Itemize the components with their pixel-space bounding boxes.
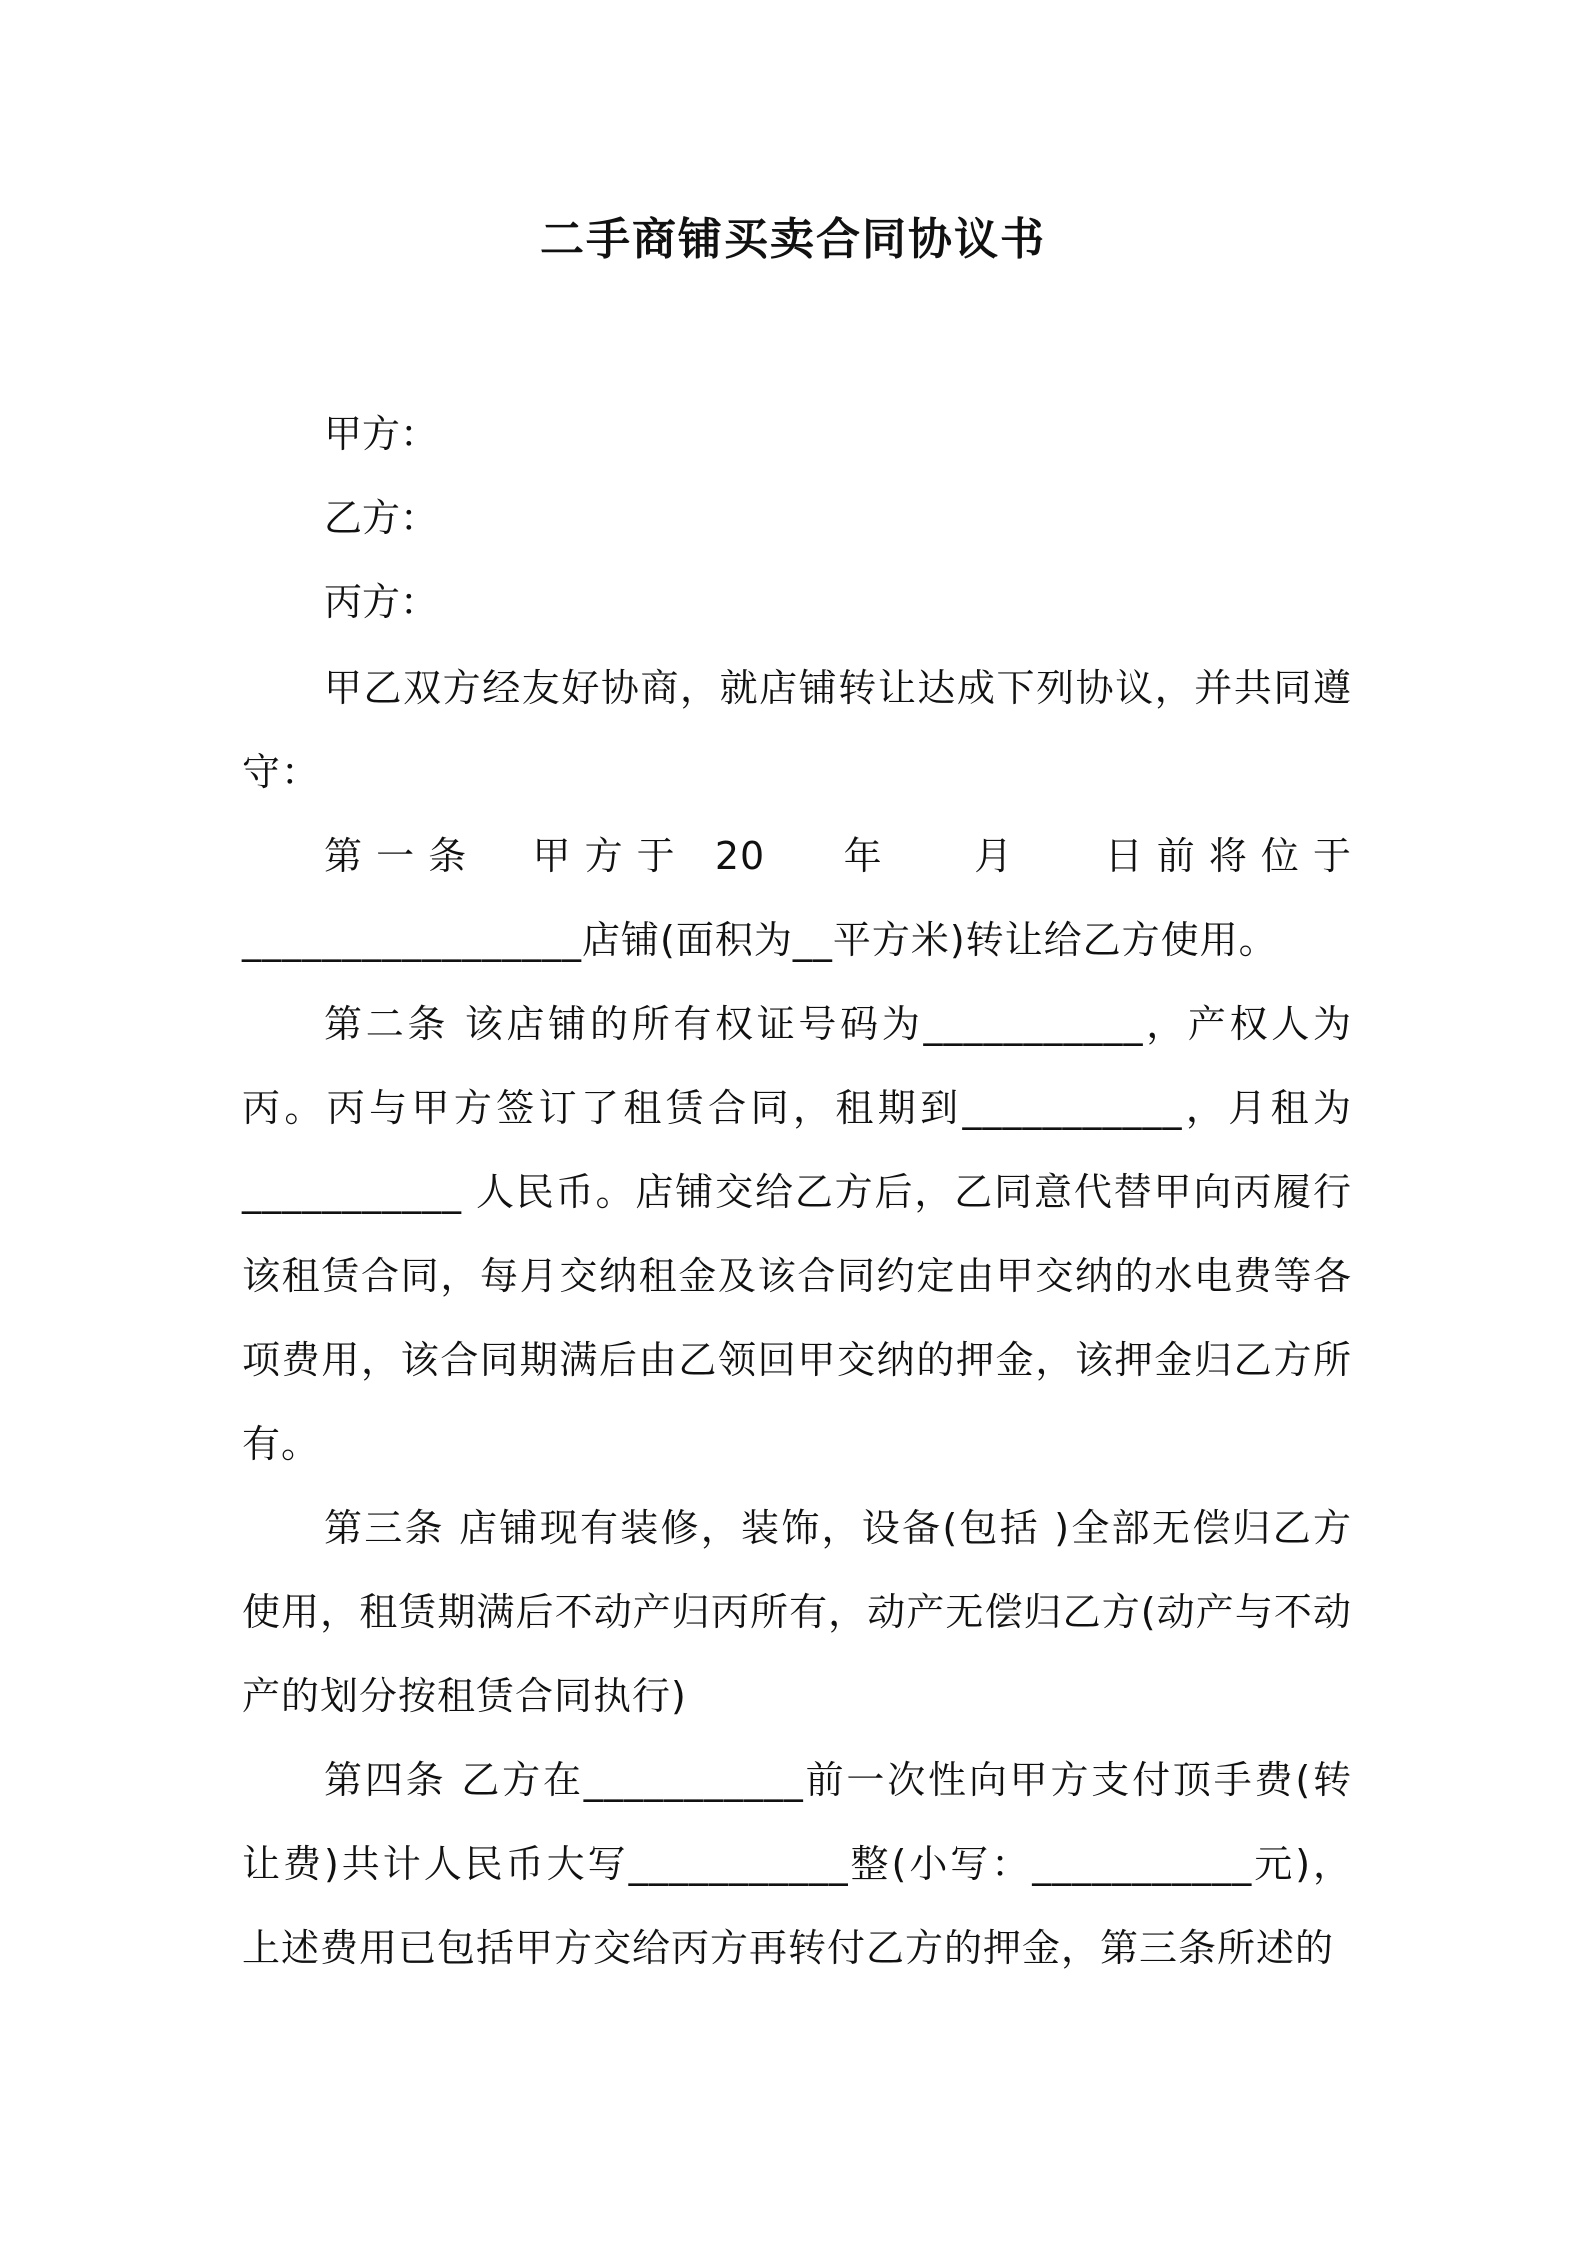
article-1-line-2: _________________店铺(面积为__平方米)转让给乙方使用。 [242,918,1278,962]
article-4 [242,1738,1352,1990]
article-1 [242,814,1352,982]
article-4-text: 第四条 乙方在___________前一次性向甲方支付顶手费(转让费)共计人民币大写___________整(小写：___________元)，上述费用已包括甲方交给丙方再转付乙方的押金，第三条所述的 [242,1758,1352,1970]
article-2-text: 第二条 该店铺的所有权证号码为___________，产权人为丙。丙与甲方签订了租赁合同，租期到___________，月租为___________ 人民币。店铺交给乙方后，乙同意代替甲向丙履行该租赁合同，每月交纳租金及该合同约定由甲交纳的水电费等各项费用，该合同期满后由乙领回甲交纳的押金，该押金归乙方所有。 [242,1002,1352,1466]
party-b-label: 乙方： [324,496,439,540]
document-title: 二手商铺买卖合同协议书 [540,214,1046,265]
intro-text: 甲乙双方经友好协商，就店铺转让达成下列协议，并共同遵守： [242,666,1352,794]
article-3-text: 第三条 店铺现有装修，装饰，设备(包括 )全部无偿归乙方使用，租赁期满后不动产归丙所有，动产无偿归乙方(动产与不动产的划分按租赁合同执行) [242,1506,1353,1718]
party-a-label: 甲方： [324,412,439,456]
party-c-label: 丙方： [324,580,439,624]
article-3 [242,1486,1352,1738]
article-1-line-1: 第一条 甲方于 20 年 月 日前将位于 [324,834,1352,878]
article-2 [242,982,1352,1486]
intro-paragraph [242,646,1352,814]
